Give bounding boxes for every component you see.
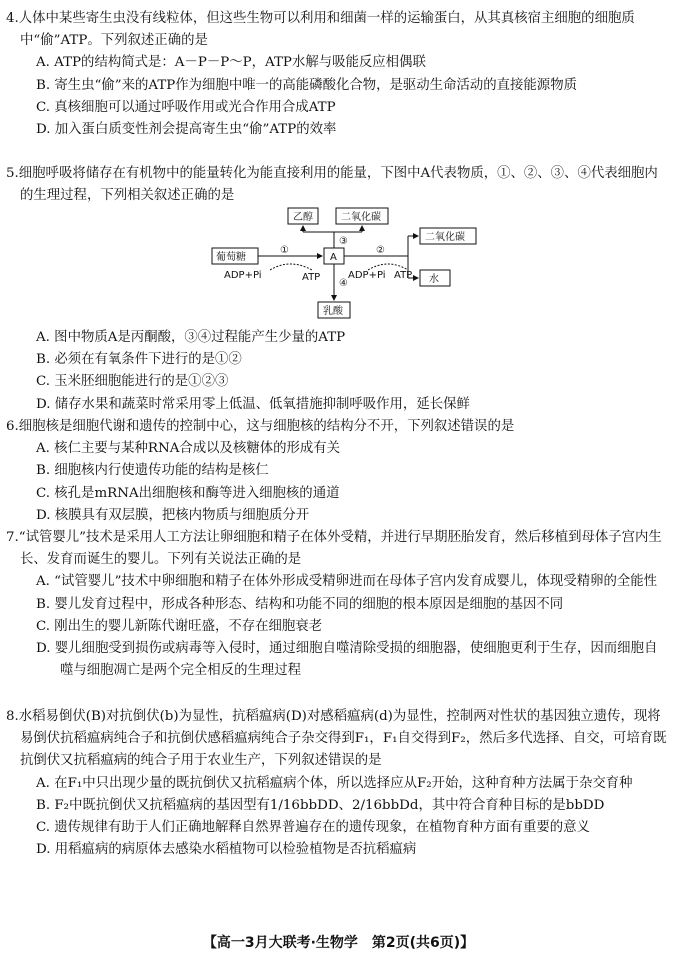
question-stem: 4.人体中某些寄生虫没有线粒体，但这些生物可以利用和细菌一样的运输蛋白，从其真核宿主细胞的细胞质中“偷”ATP。下列叙述正确的是	[6, 11, 635, 49]
label-water: 水	[429, 274, 439, 285]
question-4	[6, 8, 670, 141]
step-3: ③	[339, 236, 348, 247]
step-1: ①	[280, 245, 289, 256]
adp-left: ADP+Pi	[224, 270, 262, 281]
question-8	[6, 706, 670, 861]
step-4: ④	[339, 278, 348, 289]
question-6	[6, 416, 670, 527]
option-b: B. 必须在有氧条件下进行的是①②	[36, 352, 242, 368]
question-stem: 8.水稻易倒伏(B)对抗倒伏(b)为显性，抗稻瘟病(D)对感稻瘟病(d)为显性，控制两对性状的基因独立遗传，现将易倒伏抗稻瘟病纯合子和抗倒伏感稻瘟病纯合子杂交得到F₁，F₁自交得到F₂，然后多代选择、自交，可培育既抗倒伏又抗稻瘟病的纯合子用于农业生产，下列叙述错误的是	[6, 709, 667, 769]
question-stem: 5.细胞呼吸将储存在有机物中的能量转化为能直接利用的能量，下图中A代表物质，①、②、③、④代表细胞内的生理过程，下列相关叙述正确的是	[6, 166, 658, 204]
option-a: A. 在F₁中只出现少量的既抗倒伏又抗稻瘟病个体，所以选择应从F₂开始，这种育种方法属于杂交育种	[36, 775, 633, 791]
label-glucose: 葡萄糖	[216, 252, 246, 263]
option-d: D. 核膜具有双层膜，把核内物质与细胞质分开	[36, 507, 310, 523]
option-a: A. ATP的结构简式是：A－P－P～P，ATP水解与吸能反应相偶联	[36, 55, 426, 71]
option-d: D. 用稻瘟病的病原体去感染水稻植物可以检验植物是否抗稻瘟病	[36, 842, 417, 858]
question-5-options	[6, 327, 670, 416]
atp-curve-left	[270, 264, 312, 270]
option-c: C. 玉米胚细胞能进行的是①②③	[36, 374, 229, 390]
page-footer: 【高一3月大联考·生物学 第2页(共6页)】	[202, 935, 475, 951]
option-a: A. 图中物质A是丙酮酸，③④过程能产生少量的ATP	[36, 330, 346, 345]
option-d: D. 婴儿细胞受到损伤或病毒等入侵时，通过细胞自噬清除受损的细胞器，使细胞更利于生存，因而细胞自噬与细胞凋亡是两个完全相反的生理过程	[36, 641, 658, 679]
option-d: D. 储存水果和蔬菜时常采用零上低温、低氧措施抑制呼吸作用，延长保鲜	[36, 396, 470, 412]
question-stem: 6.细胞核是细胞代谢和遗传的控制中心，这与细胞核的结构分不开，下列叙述错误的是	[6, 419, 515, 434]
question-5	[6, 163, 670, 207]
respiration-diagram	[208, 204, 488, 324]
option-a: A. 核仁主要与某种RNA合成以及核糖体的形成有关	[36, 441, 341, 457]
label-lactic: 乳酸	[323, 306, 343, 317]
adp-right: ADP+Pi	[348, 270, 386, 281]
label-co2-top: 二氧化碳	[341, 212, 381, 223]
option-b: B. 寄生虫“偷”来的ATP作为细胞中唯一的高能磷酸化合物，是驱动生命活动的直接能源物质	[36, 77, 577, 93]
option-c: C. 刚出生的婴儿新陈代谢旺盛，不存在细胞衰老	[36, 618, 323, 634]
option-c: C. 遗传规律有助于人们正确地解释自然界普遍存在的遗传现象，在植物育种方面有重要的意义	[36, 820, 590, 836]
option-d: D. 加入蛋白质变性剂会提高寄生虫“偷”ATP的效率	[36, 122, 337, 138]
label-ethanol: 乙醇	[293, 212, 313, 223]
option-c: C. 核孔是mRNA出细胞核和酶等进入细胞核的通道	[36, 485, 340, 501]
question-stem: 7.“试管婴儿”技术是采用人工方法让卵细胞和精子在体外受精，并进行早期胚胎发育，然后移植到母体子宫内生长、发育而诞生的婴儿。下列有关说法正确的是	[6, 530, 662, 568]
question-7	[6, 527, 670, 682]
step-2: ②	[376, 245, 385, 256]
option-b: B. 婴儿发育过程中，形成各种形态、结构和功能不同的细胞的根本原因是细胞的基因不同	[36, 596, 564, 612]
option-c: C. 真核细胞可以通过呼吸作用或光合作用合成ATP	[36, 99, 336, 115]
option-a: A. “试管婴儿”技术中卵细胞和精子在体外形成受精卵进而在母体子宫内发育成婴儿，体现受精卵的全能性	[36, 574, 658, 590]
label-co2-right: 二氧化碳	[425, 232, 465, 243]
option-b: B. F₂中既抗倒伏又抗稻瘟病的基因型有1/16bbDD、2/16bbDd，其中符合育种目标的是bbDD	[36, 797, 605, 813]
option-b: B. 细胞核内行使遗传功能的结构是核仁	[36, 463, 269, 479]
atp-left: ATP	[302, 272, 321, 283]
atp-right: ATP	[394, 270, 413, 281]
label-a: A	[330, 252, 337, 263]
